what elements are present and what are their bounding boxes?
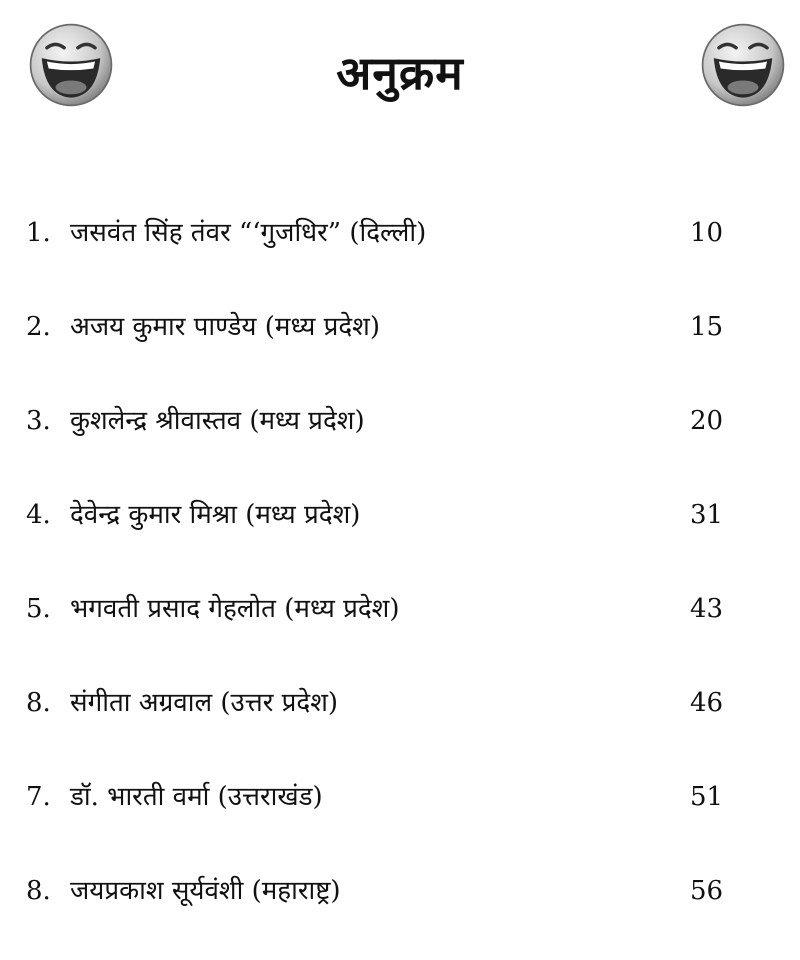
page-title: अनुक्रम <box>336 46 464 100</box>
toc-entry-number: 8. <box>26 688 51 718</box>
toc-entry-page: 31 <box>690 500 724 530</box>
toc-entry-title: संगीता अग्रवाल (उत्तर प्रदेश) <box>70 688 339 718</box>
toc-entry-title: कुशलेन्द्र श्रीवास्तव (मध्य प्रदेश) <box>70 406 365 436</box>
toc-entry-page: 56 <box>690 876 724 906</box>
toc-entry-number: 5. <box>26 594 51 624</box>
toc-entry[interactable] <box>0 772 800 866</box>
toc-entry-title: जयप्रकाश सूर्यवंशी (महाराष्ट्र) <box>70 876 341 906</box>
toc-entry[interactable] <box>0 302 800 396</box>
toc-entry-number: 1. <box>26 218 51 248</box>
toc-entry[interactable] <box>0 396 800 490</box>
toc-entry-number: 3. <box>26 406 51 436</box>
toc-entry-number: 7. <box>26 782 51 812</box>
toc-entry[interactable] <box>0 490 800 584</box>
toc-entry-page: 46 <box>690 688 724 718</box>
toc-entry[interactable] <box>0 678 800 772</box>
table-of-contents <box>0 208 800 960</box>
toc-entry-number: 4. <box>26 500 51 530</box>
toc-entry-number: 2. <box>26 312 51 342</box>
toc-entry-number: 8. <box>26 876 51 906</box>
toc-entry-page: 20 <box>690 406 724 436</box>
toc-entry[interactable] <box>0 866 800 960</box>
toc-entry-title: डॉ. भारती वर्मा (उत्तराखंड) <box>70 782 323 812</box>
toc-entry-page: 15 <box>690 312 724 342</box>
toc-entry-page: 10 <box>690 218 724 248</box>
toc-entry-title: भगवती प्रसाद गेहलोत (मध्य प्रदेश) <box>70 594 400 624</box>
toc-entry-page: 51 <box>690 782 724 812</box>
toc-entry[interactable] <box>0 208 800 302</box>
toc-entry-title: देवेन्द्र कुमार मिश्रा (मध्य प्रदेश) <box>70 500 361 530</box>
toc-entry-title: जसवंत सिंह तंवर “‘गुजधिर” (दिल्ली) <box>70 218 427 248</box>
toc-entry[interactable] <box>0 584 800 678</box>
toc-entry-title: अजय कुमार पाण्डेय (मध्य प्रदेश) <box>70 312 380 342</box>
toc-entry-page: 43 <box>690 594 724 624</box>
